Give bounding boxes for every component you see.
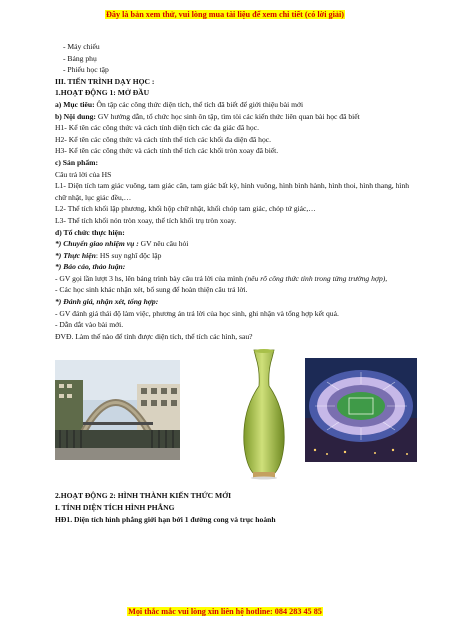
vase-photo	[238, 348, 290, 480]
material-item: - Bảng phụ	[63, 53, 97, 63]
section-heading: III. TIẾN TRÌNH DẠY HỌC :	[55, 76, 155, 86]
gate-photo	[55, 360, 180, 460]
answer-item: L2- Thể tích khối lập phương, khối hộp chữ nhật, khối chóp tam giác, chóp tứ giác,…	[55, 204, 316, 214]
report-line: - GV gọi lần lượt 3 hs, lên bảng trình bày câu trả lời của mình (nêu rõ công thức tính trong từng trường hợp),	[55, 273, 388, 283]
activity-heading: 1.HOẠT ĐỘNG 1: MỞ ĐẦU	[55, 88, 150, 98]
perform-line: *) Thực hiện: HS suy nghĩ độc lập	[55, 250, 162, 260]
preview-banner-text: Đây là bản xem thử, vui lòng mua tài liệu để xem chi tiết (có lời giải)	[105, 10, 344, 19]
assess-line: - GV đánh giá thái độ làm việc, phương án trả lời của học sinh, ghi nhận và tổng hợp kết quả.	[55, 308, 339, 318]
assess-line: - Dẫn dắt vào bài mới.	[55, 320, 124, 330]
activity-heading: 2.HOẠT ĐỘNG 2: HÌNH THÀNH KIẾN THỨC MỚI	[55, 491, 232, 501]
answer-item: L1- Diện tích tam giác vuông, tam giác cân, tam giác bất kỳ, hình vuông, hình bình hành, hình thoi, hình thang, hình chữ nhật, lục giác đều,…	[55, 181, 410, 202]
problem-question: ĐVĐ. Làm thế nào để tính được diện tích, thể tích các hình, sau?	[55, 331, 253, 341]
task-line: *) Chuyển giao nhiệm vụ : GV nêu câu hỏi	[55, 239, 189, 249]
section-heading: I. TÍNH DIỆN TÍCH HÌNH PHẲNG	[55, 503, 175, 513]
illustration-row	[55, 346, 420, 484]
organization-heading: d) Tổ chức thực hiện:	[55, 227, 125, 237]
content-line: b) Nội dung: GV hướng dẫn, tổ chức học sinh ôn tập, tìm tòi các kiến thức liên quan bài học đã biết	[55, 111, 360, 121]
goal-line: a) Mục tiêu: Ôn tập các công thức diện tích, thể tích đã biết để giới thiệu bài mới	[55, 99, 304, 109]
stadium-photo	[305, 358, 417, 462]
question-item: H2- Kể tên các công thức và cách tính thể tích các khối đa diện đã học.	[55, 134, 272, 144]
hotline-banner	[0, 607, 450, 616]
answer-item: L3- Thể tích khối nón tròn xoay, thể tích khối trụ tròn xoay.	[55, 215, 237, 225]
product-heading: c) Sản phẩm:	[55, 157, 99, 167]
document-body	[55, 41, 420, 525]
report-line-2: - Các học sinh khác nhận xét, bổ sung để hoàn thiện câu trả lời.	[55, 285, 248, 295]
material-item: - Máy chiếu	[63, 42, 100, 51]
material-item: - Phiếu học tập	[63, 65, 109, 75]
question-item: H3- Kể tên các công thức và cách tính thể tích các khối tròn xoay đã biết.	[55, 146, 279, 156]
question-item: H1- Kể tên các công thức và cách tính diện tích các đa giác đã học.	[55, 123, 259, 133]
hotline-banner-text: Mọi thắc mắc vui lòng xin liên hệ hotline: 084 283 45 85	[128, 607, 322, 616]
answer-intro: Câu trả lời của HS	[55, 169, 112, 179]
activity-subheading: HĐ1. Diện tích hình phẳng giới hạn bởi 1 đường cong và trục hoành	[55, 514, 276, 524]
assess-heading: *) Đánh giá, nhận xét, tổng hợp:	[55, 297, 159, 307]
preview-banner	[0, 10, 450, 19]
report-heading: *) Báo cáo, thảo luận:	[55, 262, 126, 272]
